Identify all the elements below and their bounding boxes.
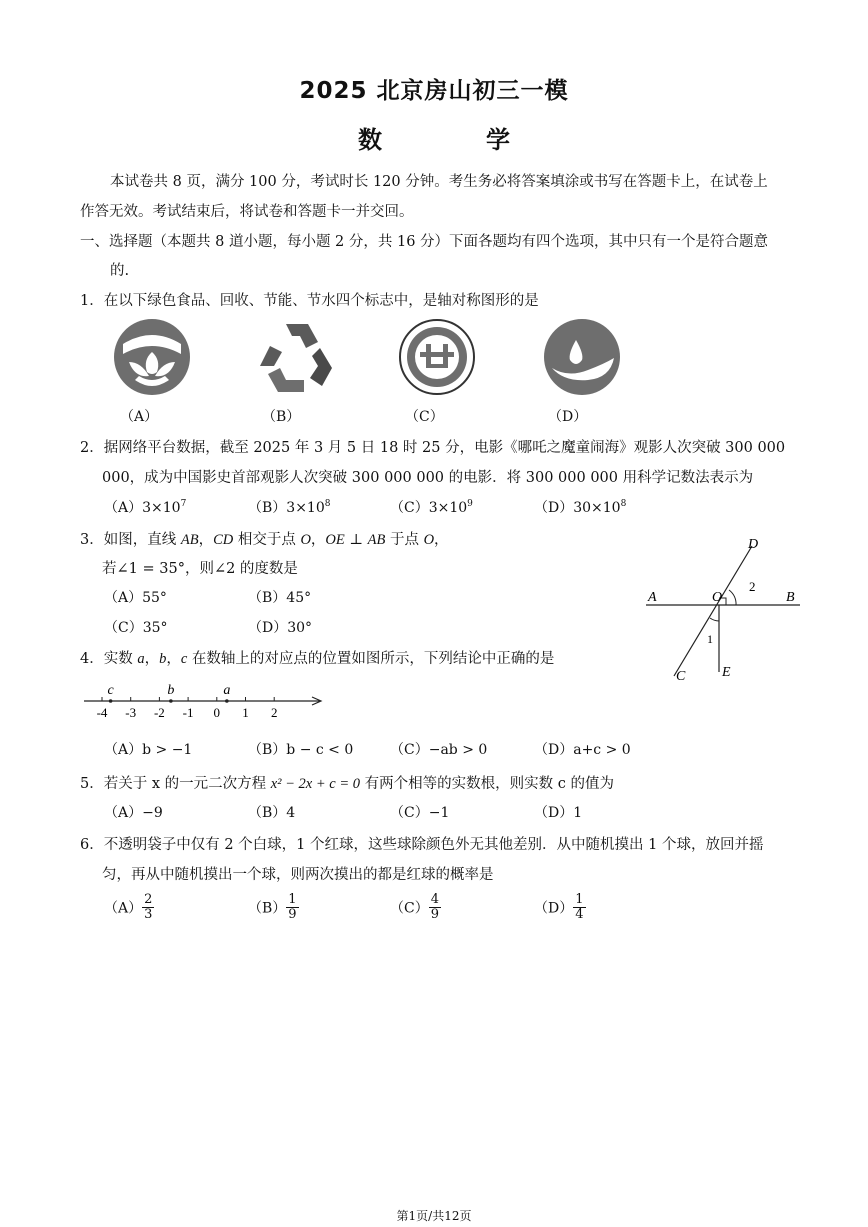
point-c-label: C bbox=[676, 669, 686, 684]
q1-label-c: （C） bbox=[405, 409, 444, 425]
q1-label-a: （A） bbox=[120, 409, 159, 425]
q6-line-1: 6．不透明袋子中仅有 2 个白球，1 个红球，这些球除颜色外无其他差别．从中随机摸出 1 个球，放回并摇 bbox=[80, 837, 764, 853]
tick-label: 1 bbox=[242, 705, 249, 720]
point-label-b: b bbox=[167, 683, 175, 698]
q3-option-d: （D）30° bbox=[248, 620, 313, 636]
point-e-label: E bbox=[722, 665, 731, 680]
q3-figure bbox=[640, 532, 810, 688]
q6-option-d: （D） $\frac{1}{4}$ bbox=[534, 892, 584, 922]
point-c bbox=[109, 699, 113, 703]
section-heading: 一、选择题（本题共 8 道小题，每小题 2 分，共 16 分）下面各题均有四个选项，其中只有一个是符合题意 bbox=[80, 234, 769, 250]
q3-stem-line-2: 若∠1 = 35°，则∠2 的度数是 bbox=[102, 561, 298, 577]
q2-option-a: $(A)3\times 10^7$ bbox=[104, 499, 187, 516]
q4-option-c: （C）−ab > 0 bbox=[390, 742, 488, 758]
q2-line-2: 000，成为中国影史首部观影人次突破 300 000 000 的电影．将 300 000 000 用科学记数法表示为 bbox=[102, 470, 754, 486]
tick-label: -4 bbox=[96, 705, 108, 720]
q2-option-d: $(D)30\times 10^8$ bbox=[534, 499, 627, 516]
q5-option-b: （B）4 bbox=[248, 805, 296, 821]
q3-stem: 3．如图，直线 AB，CD 相交于点 O，OE ⊥ AB 于点 O， bbox=[80, 532, 449, 548]
q5-option-a: （A）−9 bbox=[104, 805, 163, 821]
q6-option-a: （A） $\frac{2}{3}$ bbox=[104, 892, 153, 922]
tick-label: -3 bbox=[125, 705, 137, 720]
q1-stem: 1．在以下绿色食品、回收、节能、节水四个标志中，是轴对称图形的是 bbox=[80, 293, 539, 309]
q6-option-b: （B） $\frac{1}{9}$ bbox=[248, 892, 297, 922]
tick-label: -1 bbox=[182, 705, 194, 720]
q6-line-2: 匀，再从中随机摸出一个球，则两次摸出的都是红球的概率是 bbox=[102, 867, 494, 883]
q3-option-c: （C）35° bbox=[104, 620, 168, 636]
q3-option-a: （A）55° bbox=[104, 590, 167, 606]
q5-option-d: （D）1 bbox=[534, 805, 583, 821]
point-d-label: D bbox=[748, 537, 759, 552]
q4-option-d: （D）a+c > 0 bbox=[534, 742, 631, 758]
tick-label: 2 bbox=[270, 705, 278, 720]
intro-line-2: 作答无效。考试结束后，将试卷和答题卡一并交回。 bbox=[80, 204, 414, 220]
q6-option-c: （C） $\frac{4}{9}$ bbox=[390, 892, 439, 922]
subject-title: 数 学 bbox=[358, 126, 550, 154]
point-a-label: A bbox=[648, 590, 657, 605]
q3-option-b: （B）45° bbox=[248, 590, 312, 606]
angle-1-label: 1 bbox=[707, 632, 713, 646]
q4-option-b: （B）b − c < 0 bbox=[248, 742, 354, 758]
point-o-label: O bbox=[712, 590, 723, 605]
page-footer: 第1页/共12页 bbox=[396, 1209, 472, 1223]
tick-label: -2 bbox=[153, 705, 165, 720]
water-saving-logo-icon bbox=[542, 318, 622, 396]
q4-option-a: （A）b > −1 bbox=[104, 742, 193, 758]
number-line bbox=[80, 682, 330, 722]
q4-stem: 4．实数 a，b，c 在数轴上的对应点的位置如图所示，下列结论中正确的是 bbox=[80, 651, 555, 667]
intro-line-1: 本试卷共 8 页，满分 100 分，考试时长 120 分钟。考生务必将答案填涂或书写在答题卡上，在试卷上 bbox=[110, 174, 768, 190]
q2-line-1: 2．据网络平台数据，截至 2025 年 3 月 5 日 18 时 25 分，电影《哪吒之魔童闹海》观影人次突破 300 000 bbox=[80, 440, 786, 456]
angle-2-label: 2 bbox=[749, 579, 756, 594]
recycle-logo-icon bbox=[256, 318, 336, 396]
point-b bbox=[169, 699, 173, 703]
point-b-label: B bbox=[786, 590, 795, 605]
q1-label-d: （D） bbox=[548, 409, 588, 425]
point-label-c: c bbox=[107, 683, 114, 698]
point-a bbox=[225, 699, 229, 703]
q2-option-c: $(C)3\times 10^9$ bbox=[390, 499, 473, 516]
q2-option-b: $(B)3\times 10^8$ bbox=[248, 499, 331, 516]
q5-option-c: （C）−1 bbox=[390, 805, 450, 821]
page-title: 2025 北京房山初三一模 bbox=[299, 78, 569, 104]
section-heading-cont: 的. bbox=[110, 263, 130, 279]
energy-saving-logo-icon bbox=[398, 318, 476, 396]
green-food-logo-icon bbox=[113, 318, 191, 396]
point-label-a: a bbox=[223, 683, 231, 698]
q1-label-b: （B） bbox=[262, 409, 301, 425]
tick-label: 0 bbox=[213, 705, 221, 720]
q5-stem: 5．若关于 x 的一元二次方程 x² − 2x + c = 0 有两个相等的实数根，则实数 c 的值为 bbox=[80, 776, 614, 792]
